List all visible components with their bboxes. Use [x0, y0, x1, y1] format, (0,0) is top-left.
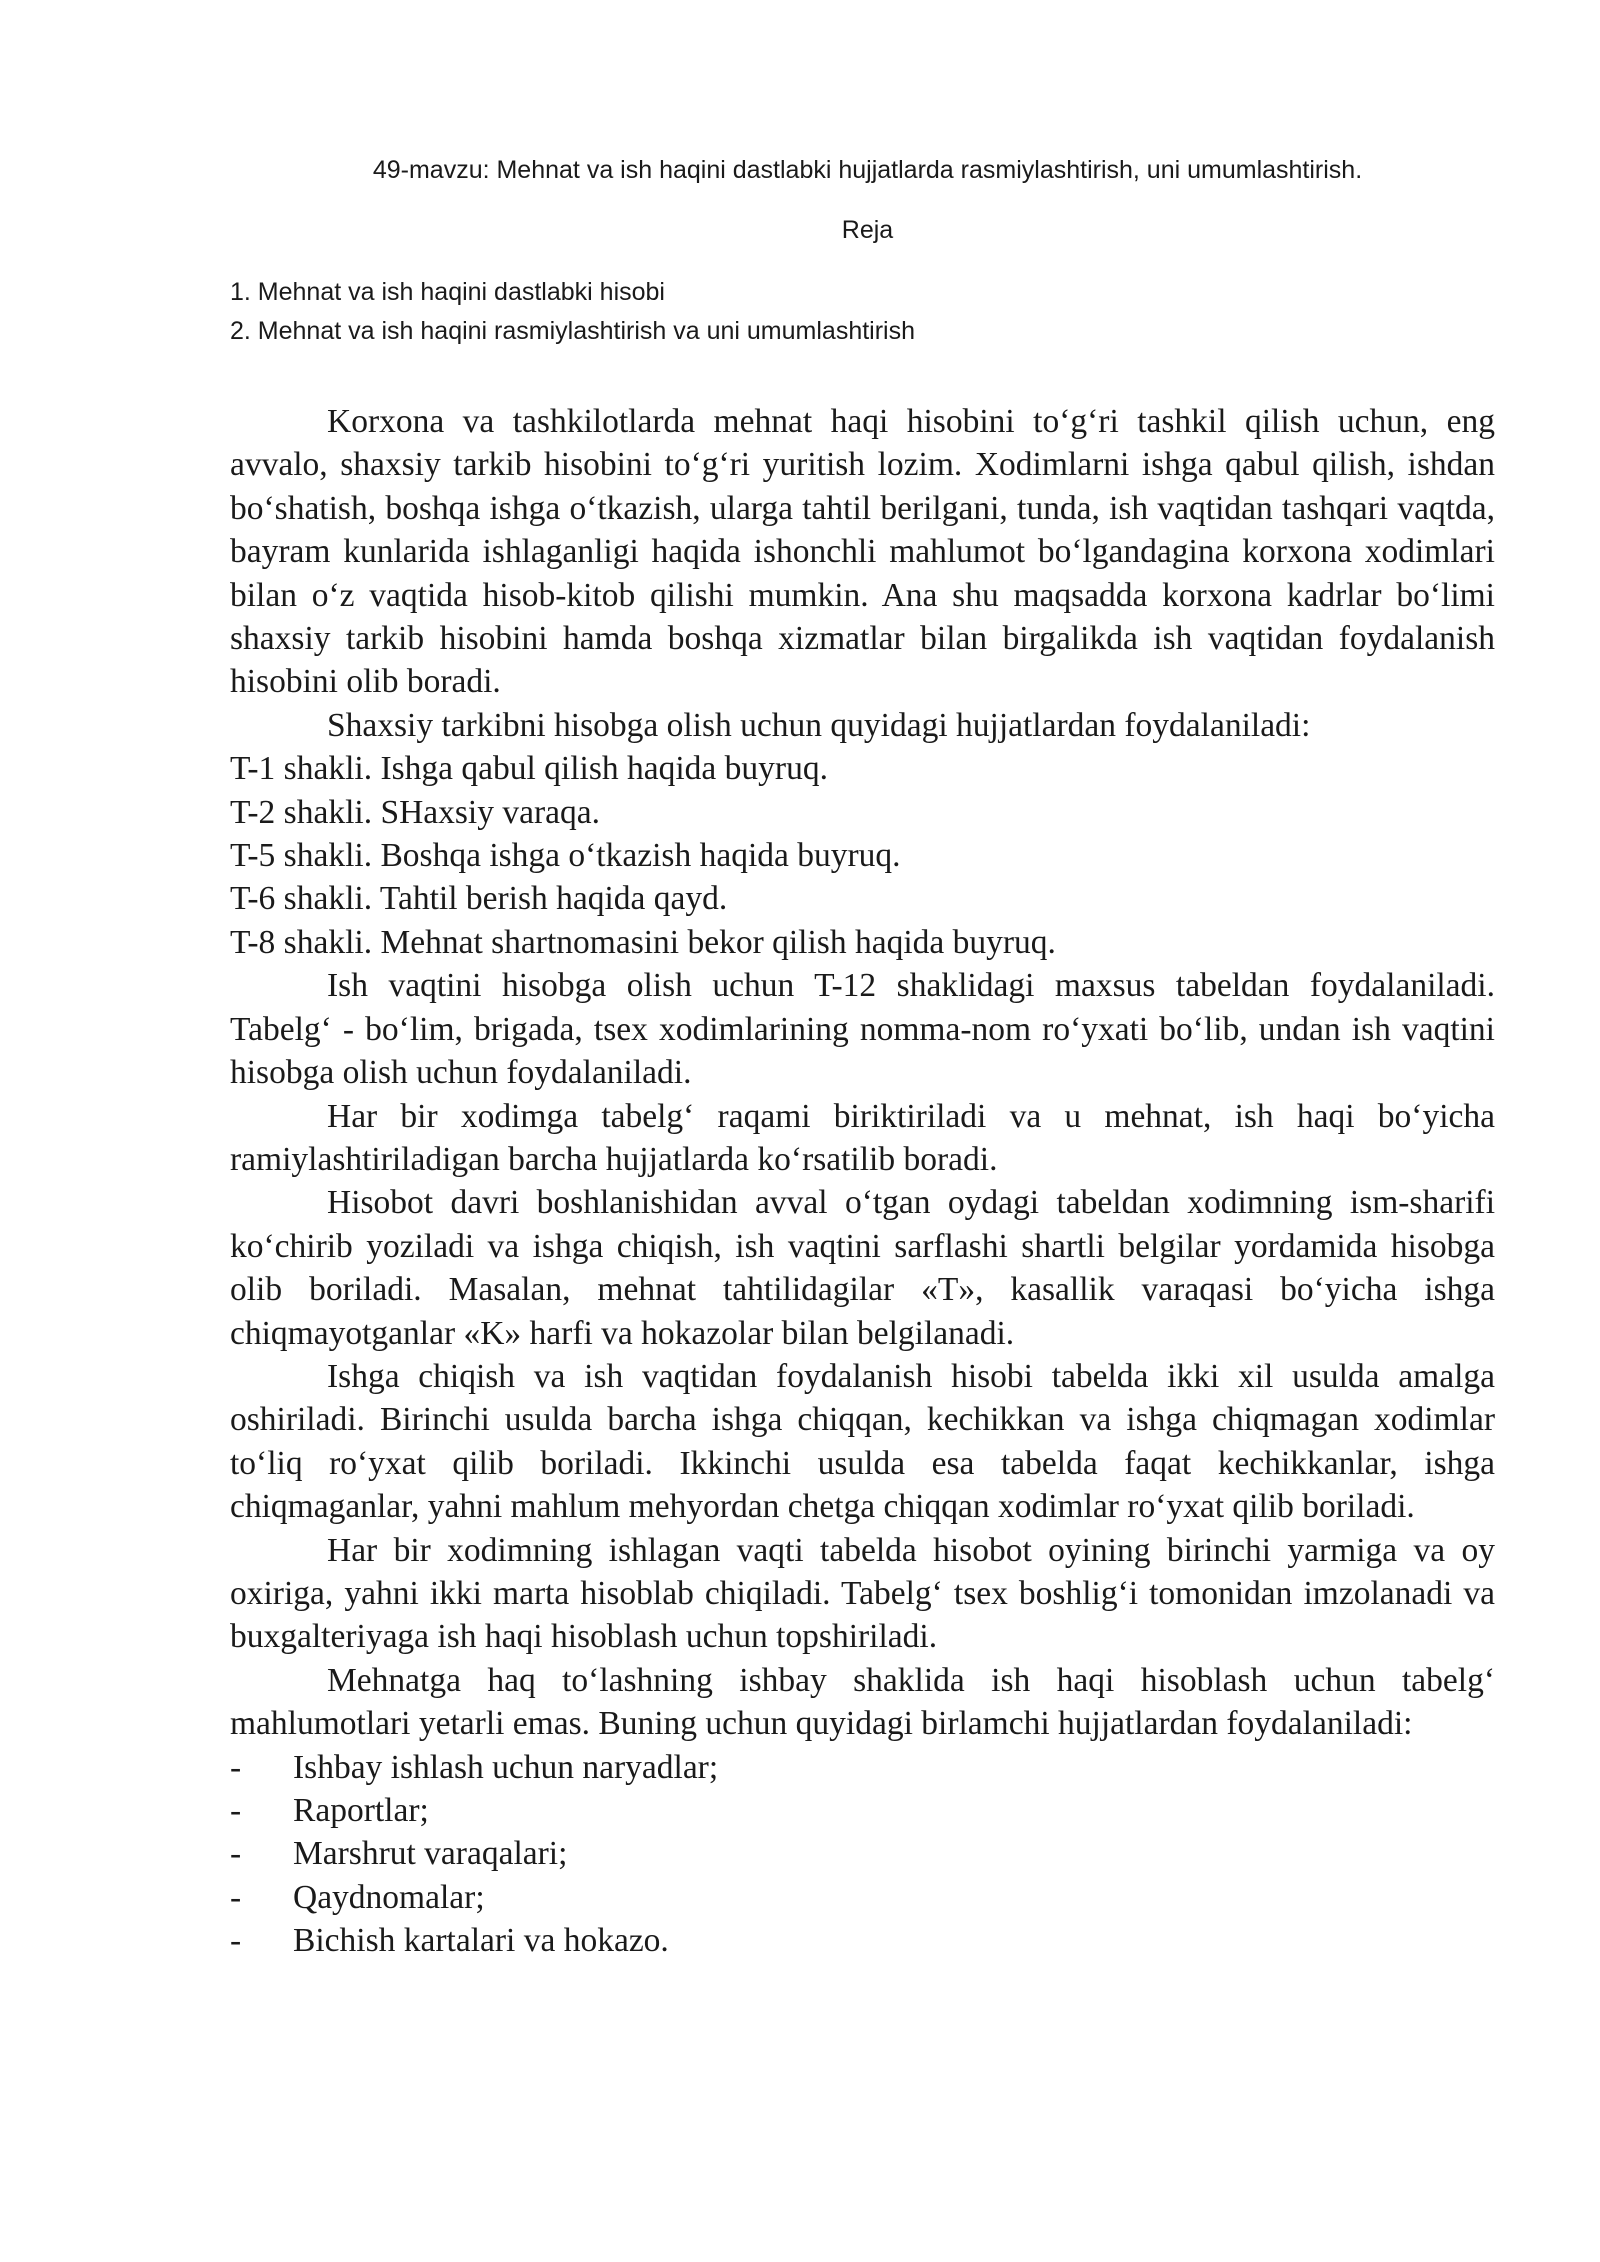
paragraph: Ish vaqtini hisobga olish uchun T-12 shaklidagi maxsus tabeldan foydalaniladi. Tabelg‘ - bo‘lim, brigada, tsex xodimlarining nomma-nom ro‘yxati bo‘lib, undan ish vaqtini hisobga olish uchun foydalaniladi. — [230, 967, 1495, 1092]
form-item: T-1 shakli. Ishga qabul qilish haqida buyruq. — [230, 750, 828, 788]
paragraph: Ishga chiqish va ish vaqtidan foydalanish hisobi tabelda ikki xil usulda amalga oshiriladi. Birinchi usulda barcha ishga chiqqan, kechikkan va ishga chiqmagan xodimlar to‘liq ro‘yxat qilib boriladi. Ikkinchi usulda esa tabelda faqat kechikkanlar, ishga chiqmaganlar, yahni mahlum mehyordan chetga chiqqan xodimlar ro‘yxat qilib boriladi. — [230, 1357, 1495, 1526]
paragraph: Korxona va tashkilotlarda mehnat haqi hisobini to‘g‘ri tashkil qilish uchun, eng avvalo, shaxsiy tarkib hisobini to‘g‘ri yuritish lozim. Xodimlarni ishga qabul qilish, ishdan bo‘shatish, boshqa ishga o‘tkazish, ularga tahtil berilgani, tunda, ish vaqtidan tashqari vaqtda, bayram kunlarida ishlaganligi haqida ishonchli mahlumot bo‘lgandagina korxona xodimlari bilan o‘z vaqtida hisob-kitob qilishi mumkin. Ana shu maqsadda korxona kadrlar bo‘limi shaxsiy tarkib hisobini hamda boshqa xizmatlar bilan birgalikda ish vaqtidan foydalanish hisobini olib boradi. — [230, 403, 1495, 701]
form-item: T-2 shakli. SHaxsiy varaqa. — [230, 793, 600, 831]
documents-list — [230, 1746, 1495, 1963]
plan-list — [230, 273, 915, 351]
list-marker: - — [230, 1922, 242, 1960]
paragraph: Har bir xodimning ishlagan vaqti tabelda hisobot oyining birinchi yarmiga va oy oxiriga, yahni ikki marta hisoblab chiqiladi. Tabelg‘ tsex boshlig‘i tomonidan imzolanadi va buxgalteriyaga ish haqi hisoblash uchun topshiriladi. — [230, 1531, 1495, 1656]
form-item: T-5 shakli. Boshqa ishga o‘tkazish haqida buyruq. — [230, 837, 901, 875]
forms-list — [230, 747, 1495, 964]
list-marker: - — [230, 1835, 242, 1873]
plan-heading: Reja — [841, 216, 894, 244]
list-marker: - — [230, 1748, 242, 1786]
list-item-text: Marshrut varaqalari; — [293, 1835, 568, 1873]
list-item-text: Bichish kartalari va hokazo. — [293, 1922, 669, 1960]
plan-item: 2. Mehnat va ish haqini rasmiylashtirish va uni umumlashtirish — [230, 317, 916, 345]
list-item — [230, 1789, 1495, 1832]
form-item: T-8 shakli. Mehnat shartnomasini bekor qilish haqida buyruq. — [230, 923, 1056, 961]
list-item — [230, 1876, 1495, 1919]
list-item-text: Raportlar; — [293, 1792, 429, 1829]
list-item-text: Ishbay ishlash uchun naryadlar; — [293, 1748, 719, 1786]
list-marker: - — [230, 1878, 242, 1916]
list-item-text: Qaydnomalar; — [293, 1878, 485, 1916]
paragraph: Har bir xodimga tabelg‘ raqami biriktiriladi va u mehnat, ish haqi bo‘yicha ramiylashtiriladigan barcha hujjatlarda ko‘rsatilib boradi. — [230, 1097, 1495, 1178]
paragraph: Shaxsiy tarkibni hisobga olish uchun quyidagi hujjatlardan foydalaniladi: — [327, 706, 1311, 744]
list-item — [230, 1832, 1495, 1875]
paragraph: Mehnatga haq to‘lashning ishbay shaklida ish haqi hisoblash uchun tabelg‘ mahlumotlari yetarli emas. Buning uchun quyidagi birlamchi hujjatlardan foydalaniladi: — [230, 1661, 1495, 1743]
list-item — [230, 1919, 1495, 1962]
body-text — [230, 400, 1495, 1963]
plan-item: 1. Mehnat va ish haqini dastlabki hisobi — [230, 278, 665, 306]
paragraph: Hisobot davri boshlanishidan avval o‘tgan oydagi tabeldan xodimning ism-sharifi ko‘chirib yoziladi va ishga chiqish, ish vaqtini sarflashi shartli belgilar yordamida hisobga olib boriladi. Masalan, mehnat tahtilidagilar «T», kasallik varaqasi bo‘yicha ishga chiqmayotganlar «K» harfi va hokazolar bilan belgilanadi. — [230, 1184, 1495, 1352]
form-item: T-6 shakli. Tahtil berish haqida qayd. — [230, 880, 728, 918]
page-title: 49-mavzu: Mehnat va ish haqini dastlabki hujjatlarda rasmiylashtirish, uni umumlashtirish. — [372, 156, 1363, 184]
list-item — [230, 1746, 1495, 1789]
list-marker: - — [230, 1792, 242, 1829]
